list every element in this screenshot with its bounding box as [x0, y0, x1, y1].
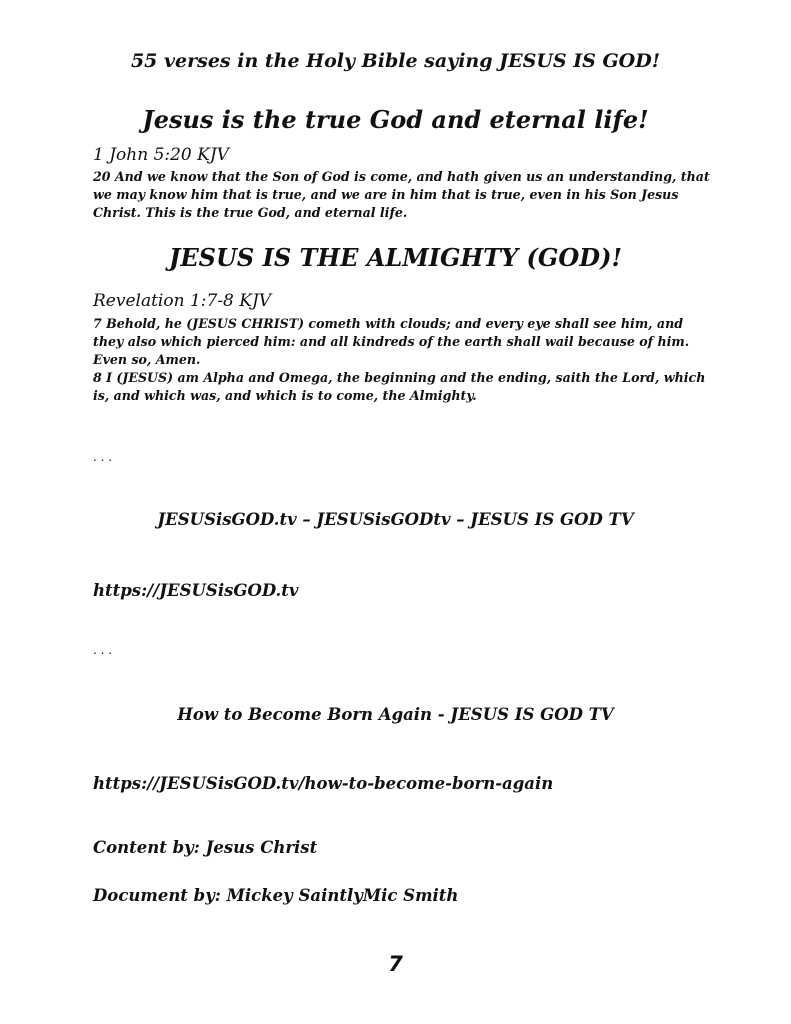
- born-again-url-link[interactable]: https://JESUSisGOD.tv/how-to-become-born-again: [93, 774, 554, 793]
- ellipsis: . . .: [93, 450, 113, 464]
- site-name-line: JESUSisGOD.tv – JESUSisGODtv – JESUS IS GOD TV: [157, 510, 634, 529]
- site-url-link[interactable]: https://JESUSisGOD.tv: [93, 581, 299, 600]
- section-heading: JESUS IS THE ALMIGHTY (GOD)!: [169, 243, 622, 272]
- document-title: 55 verses in the Holy Bible saying JESUS IS GOD!: [130, 50, 661, 72]
- document-by: Document by: Mickey SaintlyMic Smith: [93, 886, 459, 905]
- born-again-title: How to Become Born Again - JESUS IS GOD TV: [177, 705, 614, 724]
- ellipsis: . . .: [93, 643, 113, 657]
- verse-text: 7 Behold, he (JESUS CHRIST) cometh with clouds; and every eye shall see him, and they also which pierced him: and all kindreds of the earth shall wail because of him. Even so, Amen.: [93, 316, 690, 367]
- verse-text: 20 And we know that the Son of God is come, and hath given us an understanding, that we may know him that is true, and we are in him that is true, even in his Son Jesus Christ. This is the true God, and eternal life.: [93, 169, 710, 220]
- content-by: Content by: Jesus Christ: [93, 838, 318, 857]
- page-number: 7: [388, 952, 403, 976]
- verse-reference: Revelation 1:7-8 KJV: [93, 291, 272, 311]
- verse-reference: 1 John 5:20 KJV: [93, 145, 229, 165]
- section-heading: Jesus is the true God and eternal life!: [142, 105, 649, 134]
- verse-text: 8 I (JESUS) am Alpha and Omega, the beginning and the ending, saith the Lord, which is, and which was, and which is to come, the Almighty.: [93, 370, 706, 403]
